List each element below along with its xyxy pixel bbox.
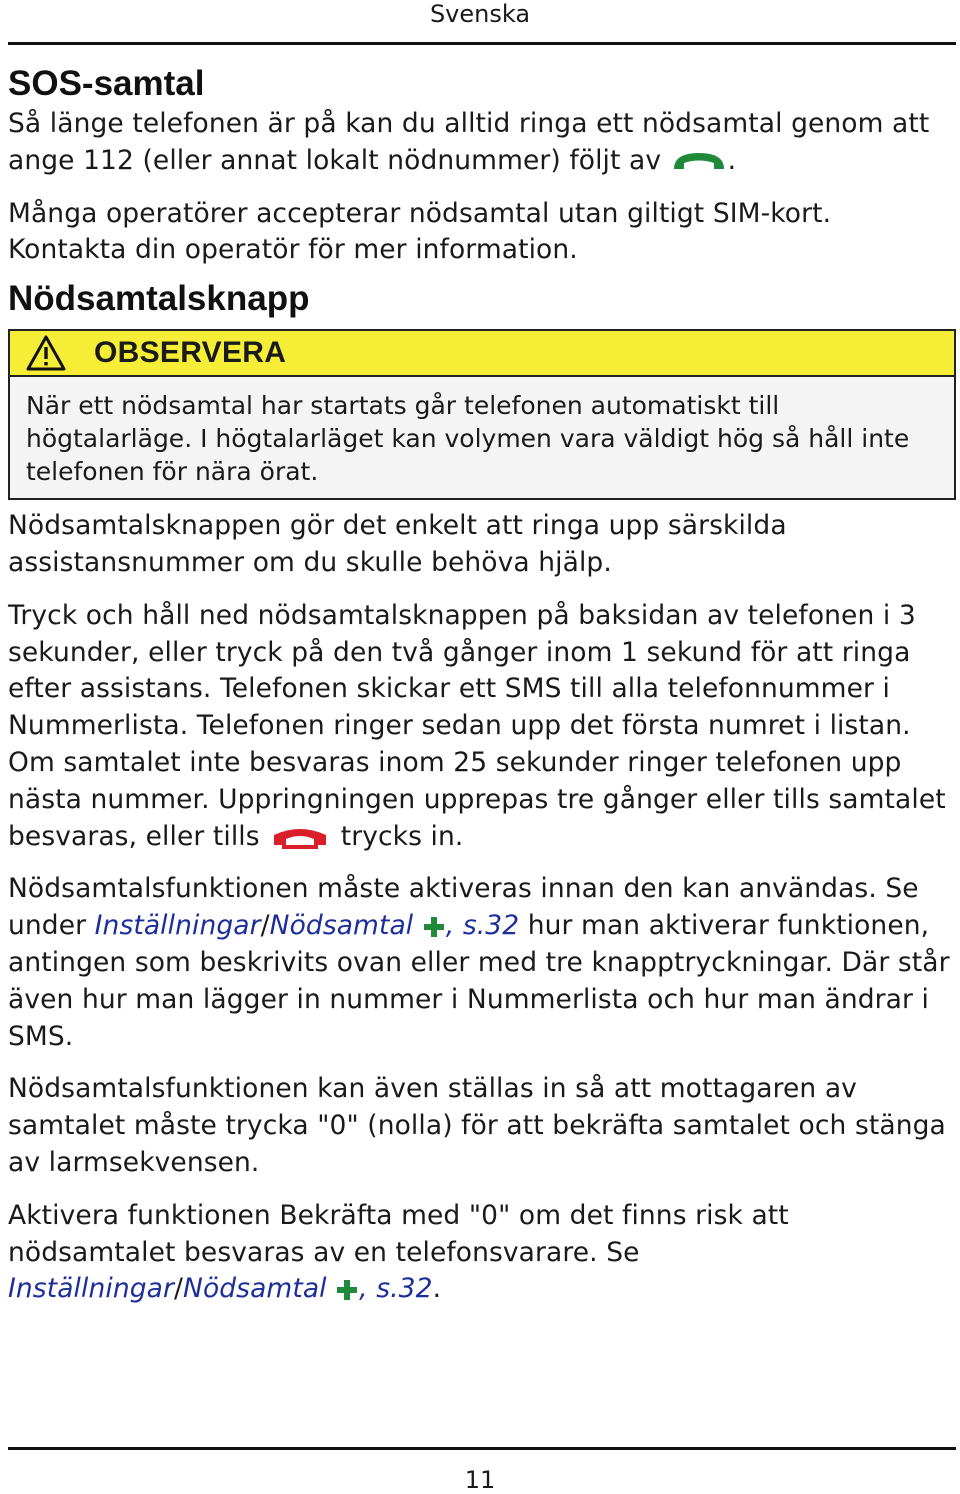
footer-rule bbox=[8, 1447, 956, 1450]
link-nodsamtal-2[interactable]: Nödsamtal bbox=[183, 1273, 327, 1305]
red-end-call-icon bbox=[268, 823, 332, 851]
language-header: Svenska bbox=[429, 0, 531, 28]
emergency-p2-end: trycks in. bbox=[332, 820, 464, 852]
emergency-p2-text: Tryck och håll ned nödsamtalsknappen på baksidan av telefonen i 3 sekunder, eller tryck på den två gånger inom 1 sekund för att ringa efter assistans. Telefonen skickar ett SMS till alla telefonnummer i Nummerlista. Telefonen ringer sedan upp det första numret i listan. Om samtalet inte besvaras inom 25 sekunder ringer telefonen upp nästa nummer. Uppringningen upprepas tre gånger eller tills samtalet besvaras, eller tills bbox=[8, 599, 946, 852]
link-installningar[interactable]: Inställningar bbox=[94, 910, 261, 942]
emergency-p5-end: . bbox=[432, 1273, 442, 1305]
emergency-p3-end: hur man aktiverar funktionen, antingen som beskrivits ovan eller med tre knapptryckningar. Där står även hur man lägger in nummer i Nummerlista och hur man ändrar i SMS. bbox=[8, 910, 950, 1052]
emergency-p5-text: Aktivera funktionen Bekräfta med "0" om det finns risk att nödsamtalet besvaras av en telefonsvarare. Se bbox=[8, 1199, 789, 1268]
warning-triangle-icon bbox=[26, 334, 66, 372]
page-content bbox=[8, 62, 956, 1308]
green-call-icon bbox=[670, 147, 728, 175]
page-number: 11 bbox=[464, 1466, 496, 1494]
emergency-paragraph-3 bbox=[8, 871, 956, 1055]
sos-paragraph-1 bbox=[8, 106, 956, 180]
page-reference[interactable]: , s.32 bbox=[445, 910, 520, 942]
emergency-p3-text: Nödsamtalsfunktionen måste aktiveras innan den kan användas. Se under bbox=[8, 873, 919, 942]
section-title-sos: SOS-samtal bbox=[8, 64, 205, 103]
emergency-paragraph-2 bbox=[8, 598, 956, 856]
emergency-paragraph-5 bbox=[8, 1198, 956, 1308]
link-separator: / bbox=[260, 910, 270, 942]
sos-p1-text: Så länge telefonen är på kan du alltid ringa ett nödsamtal genom att ange 112 (eller annat lokalt nödnummer) följt av bbox=[8, 108, 930, 176]
green-plus-icon bbox=[422, 915, 446, 939]
emergency-paragraph-1: Nödsamtalsknappen gör det enkelt att ringa upp särskilda assistansnummer om du skulle behöva hjälp. bbox=[8, 510, 787, 578]
note-box bbox=[8, 329, 956, 500]
link-installningar-2[interactable]: Inställningar bbox=[8, 1273, 174, 1305]
section-title-emergency-button: Nödsamtalsknapp bbox=[8, 279, 310, 319]
note-header bbox=[10, 331, 954, 377]
link-separator-2: / bbox=[173, 1273, 184, 1305]
header-rule bbox=[8, 42, 956, 45]
note-title: OBSERVERA bbox=[94, 336, 287, 370]
sos-p1-end: . bbox=[727, 144, 737, 176]
emergency-paragraph-4: Nödsamtalsfunktionen kan även ställas in så att mottagaren av samtalet måste trycka "0" (nolla) för att bekräfta samtalet och stänga av larmsekvensen. bbox=[8, 1073, 946, 1178]
note-text: När ett nödsamtal har startats går telefonen automatiskt till högtalarläge. I högtalarläget kan volymen vara väldigt hög så håll inte telefonen för nära örat. bbox=[26, 391, 910, 487]
page-reference-2[interactable]: , s.32 bbox=[359, 1273, 433, 1305]
link-nodsamtal[interactable]: Nödsamtal bbox=[269, 910, 414, 942]
sos-paragraph-2: Många operatörer accepterar nödsamtal utan giltigt SIM-kort. Kontakta din operatör för mer information. bbox=[8, 197, 832, 266]
green-plus-icon bbox=[335, 1278, 359, 1302]
